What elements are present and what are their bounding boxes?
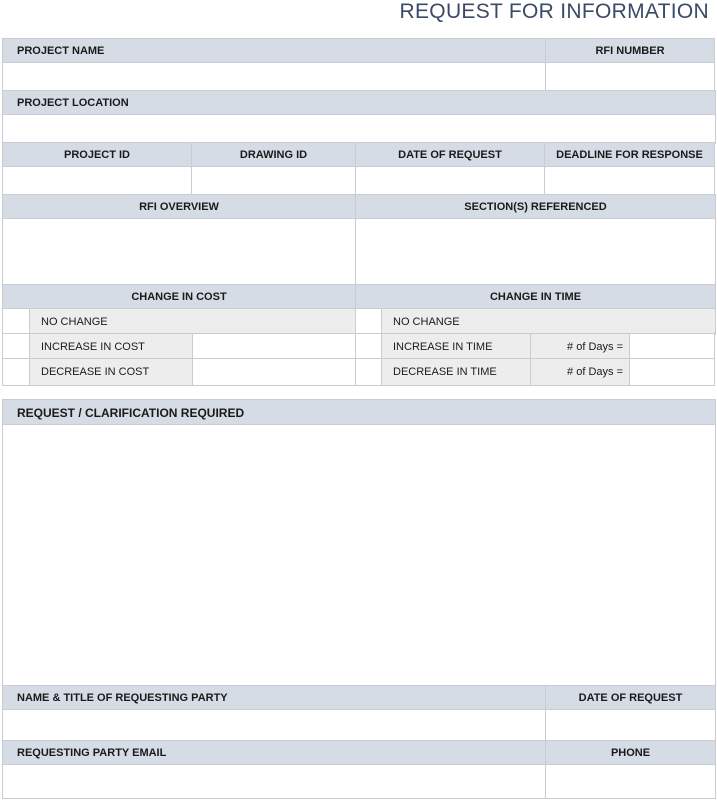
overview-input-row: [2, 218, 715, 285]
project-name-label: PROJECT NAME: [2, 38, 546, 64]
rfi-overview-label: RFI OVERVIEW: [2, 194, 356, 220]
change-option-row: [2, 333, 715, 359]
time-option-label: NO CHANGE: [381, 308, 716, 335]
project-name-input-row: [2, 62, 715, 91]
requesting-party-email-field[interactable]: [2, 764, 546, 799]
date-of-request-field[interactable]: [355, 166, 545, 196]
project-id-field[interactable]: [2, 166, 192, 196]
sections-referenced-field[interactable]: [355, 218, 716, 286]
phone-field[interactable]: [545, 764, 716, 799]
change-header-row: [2, 284, 715, 309]
contact-input-row: [2, 764, 715, 798]
drawing-id-field[interactable]: [191, 166, 356, 196]
cost-decrease-checkbox[interactable]: [2, 358, 30, 386]
project-location-label: PROJECT LOCATION: [2, 90, 716, 116]
project-id-label: PROJECT ID: [2, 142, 192, 168]
requesting-party-header-row: [2, 685, 715, 710]
cost-option-label: NO CHANGE: [29, 308, 356, 335]
request-header-row: [2, 399, 715, 425]
project-name-field[interactable]: [2, 62, 546, 92]
time-option-label: INCREASE IN TIME: [381, 333, 531, 360]
time-decrease-checkbox[interactable]: [355, 358, 382, 386]
phone-label: PHONE: [545, 740, 716, 766]
cost-increase-checkbox[interactable]: [2, 333, 30, 360]
request-input-row: [2, 424, 715, 686]
deadline-for-response-field[interactable]: [544, 166, 715, 196]
overview-header-row: [2, 194, 715, 219]
date-of-request-label: DATE OF REQUEST: [355, 142, 545, 168]
drawing-id-label: DRAWING ID: [191, 142, 356, 168]
date-of-request-2-field[interactable]: [545, 709, 716, 742]
deadline-for-response-label: DEADLINE FOR RESPONSE: [544, 142, 715, 168]
name-title-field[interactable]: [2, 709, 546, 742]
project-name-header-row: [2, 38, 715, 63]
project-location-input-row: [2, 114, 715, 143]
document-title: REQUEST FOR INFORMATION: [399, 0, 709, 23]
rfi-number-label: RFI NUMBER: [545, 38, 715, 64]
cost-option-label: INCREASE IN COST: [29, 333, 193, 360]
cost-no-change-checkbox[interactable]: [2, 308, 30, 335]
project-location-field[interactable]: [2, 114, 716, 144]
cost-increase-amount-field[interactable]: [192, 333, 356, 360]
days-label: # of Days =: [530, 358, 630, 386]
cost-decrease-amount-field[interactable]: [192, 358, 356, 386]
date-of-request-2-label: DATE OF REQUEST: [545, 685, 716, 711]
days-label: # of Days =: [530, 333, 630, 360]
time-decrease-days-field[interactable]: [629, 358, 715, 386]
requesting-party-input-row: [2, 709, 715, 741]
sections-referenced-label: SECTION(S) REFERENCED: [355, 194, 716, 220]
cost-option-label: DECREASE IN COST: [29, 358, 193, 386]
change-in-cost-label: CHANGE IN COST: [2, 284, 356, 310]
time-increase-days-field[interactable]: [629, 333, 715, 360]
requesting-party-email-label: REQUESTING PARTY EMAIL: [2, 740, 546, 766]
ids-input-row: [2, 166, 715, 195]
name-title-label: NAME & TITLE OF REQUESTING PARTY: [2, 685, 546, 711]
change-option-row: [2, 308, 715, 334]
time-no-change-checkbox[interactable]: [355, 308, 382, 335]
contact-header-row: [2, 740, 715, 765]
rfi-overview-field[interactable]: [2, 218, 356, 286]
time-option-label: DECREASE IN TIME: [381, 358, 531, 386]
time-increase-checkbox[interactable]: [355, 333, 382, 360]
project-location-header-row: [2, 90, 715, 115]
request-clarification-field[interactable]: [2, 424, 716, 687]
rfi-number-field[interactable]: [545, 62, 715, 92]
change-option-row: [2, 358, 715, 385]
change-in-time-label: CHANGE IN TIME: [355, 284, 716, 310]
ids-header-row: [2, 142, 715, 167]
request-clarification-label: REQUEST / CLARIFICATION REQUIRED: [2, 399, 716, 426]
